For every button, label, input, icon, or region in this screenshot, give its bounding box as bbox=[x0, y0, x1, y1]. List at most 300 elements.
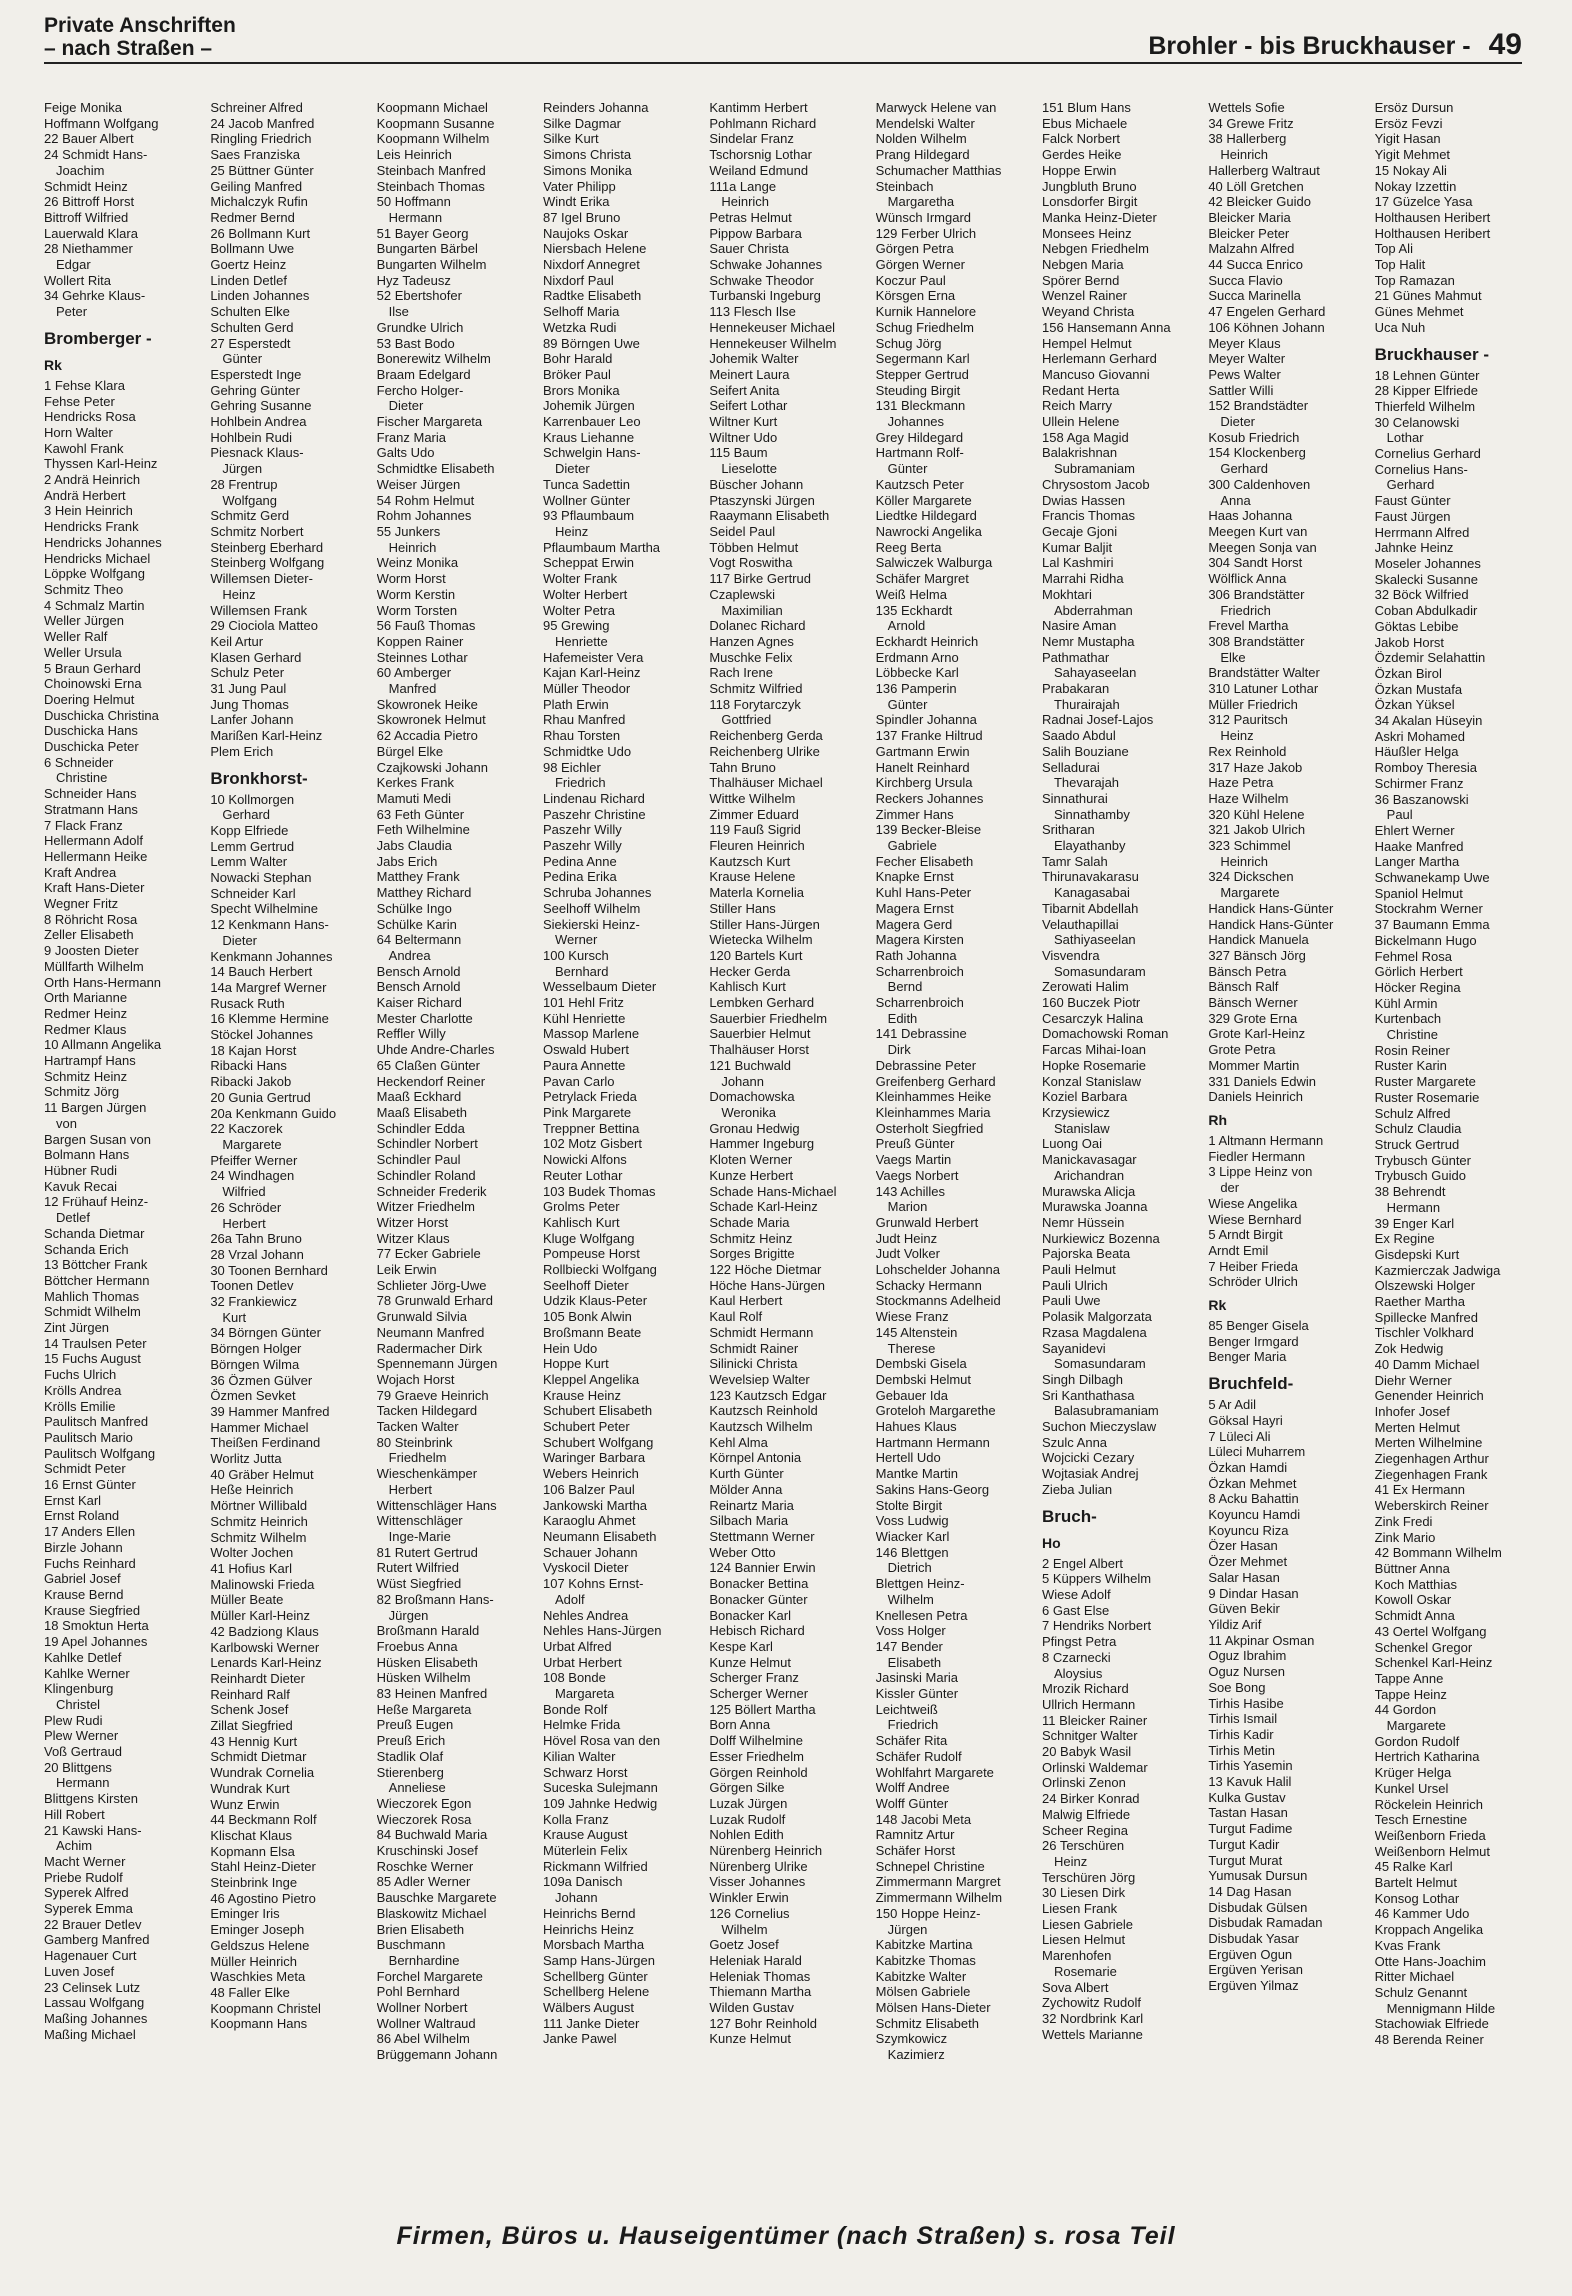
directory-entry: Hagenauer Curt bbox=[44, 1948, 137, 1964]
directory-entry: Magera Ernst bbox=[875, 900, 954, 916]
directory-entry: Yigit Mehmet bbox=[1374, 147, 1451, 163]
directory-entry-continuation: Joachim bbox=[56, 162, 105, 178]
directory-entry: Hebisch Richard bbox=[709, 1623, 805, 1639]
directory-entry: Orth Marianne bbox=[44, 990, 128, 1006]
directory-entry: Schindler Norbert bbox=[376, 1136, 478, 1152]
directory-entry: Stöckel Johannes bbox=[210, 1027, 313, 1043]
directory-entry: Weißenborn Frieda bbox=[1374, 1827, 1486, 1843]
directory-entry: Pfeiffer Werner bbox=[210, 1152, 298, 1168]
directory-entry: 55 Junkers bbox=[376, 523, 441, 539]
directory-entry: Schulz Claudia bbox=[1374, 1121, 1462, 1137]
directory-entry: Turbanski Ingeburg bbox=[709, 288, 821, 304]
directory-entry: Krölls Andrea bbox=[44, 1382, 122, 1398]
directory-entry: Wolter Petra bbox=[542, 602, 615, 618]
directory-entry: Linden Detlef bbox=[210, 272, 287, 288]
directory-entry: Andrä Herbert bbox=[44, 487, 126, 503]
directory-entry: Birzle Johann bbox=[44, 1539, 123, 1555]
directory-entry: Thyssen Karl-Heinz bbox=[44, 456, 158, 472]
directory-entry-continuation: Friedrich bbox=[554, 775, 606, 791]
directory-entry: Broßmann Harald bbox=[376, 1623, 480, 1639]
directory-entry: Wiese Adolf bbox=[1041, 1586, 1111, 1602]
directory-entry: Prang Hildegard bbox=[875, 147, 970, 163]
directory-entry: Domachowska bbox=[709, 1089, 795, 1105]
directory-entry: Schade Hans-Michael bbox=[709, 1183, 837, 1199]
directory-entry: Vaegs Martin bbox=[875, 1152, 952, 1168]
directory-entry: Göktas Lebibe bbox=[1374, 618, 1459, 634]
directory-entry-continuation: Edith bbox=[887, 1010, 918, 1026]
directory-entry: Groteloh Margarethe bbox=[875, 1403, 996, 1419]
directory-entry: Linden Johannes bbox=[210, 288, 310, 304]
directory-entry: 111a Lange bbox=[709, 178, 777, 194]
directory-entry: Windt Erika bbox=[542, 194, 610, 210]
directory-entry: Schäfer Rita bbox=[875, 1733, 948, 1749]
directory-entry: 17 Anders Ellen bbox=[44, 1524, 136, 1540]
directory-entry: Koopmann Susanne bbox=[376, 115, 495, 131]
directory-entry: Goertz Heinz bbox=[210, 257, 287, 273]
directory-entry: Koziel Barbara bbox=[1041, 1089, 1128, 1105]
directory-entry-continuation: Abderrahman bbox=[1053, 602, 1133, 618]
directory-entry: Rosin Reiner bbox=[1374, 1042, 1450, 1058]
directory-entry-continuation: Günter bbox=[222, 351, 263, 367]
directory-entry: 46 Kammer Udo bbox=[1374, 1906, 1470, 1922]
directory-entry: Schäfer Margret bbox=[875, 571, 969, 587]
directory-entry: Neumann Manfred bbox=[376, 1324, 485, 1340]
directory-entry-continuation: Somasundaram bbox=[1053, 963, 1146, 979]
directory-entry: Kirchberg Ursula bbox=[875, 775, 973, 791]
directory-entry: Zink Mario bbox=[1374, 1529, 1436, 1545]
directory-entry: Schruba Johannes bbox=[542, 885, 652, 901]
directory-entry: Wittke Wilhelm bbox=[709, 790, 796, 806]
directory-entry: Schmidtke Udo bbox=[542, 743, 632, 759]
directory-entry: Turgut Murat bbox=[1208, 1852, 1283, 1868]
directory-entry: Kowoll Oskar bbox=[1374, 1592, 1452, 1608]
directory-entry: 125 Böllert Martha bbox=[709, 1701, 816, 1717]
directory-entry: Steinnes Lothar bbox=[376, 649, 468, 665]
directory-entry: Sauer Christa bbox=[709, 241, 789, 257]
directory-entry: Stolte Birgit bbox=[875, 1497, 943, 1513]
directory-entry: Blaskowitz Michael bbox=[376, 1905, 487, 1921]
directory-entry: Müller Beate bbox=[210, 1592, 284, 1608]
directory-entry: Wüst Siegfried bbox=[376, 1576, 462, 1592]
directory-entry: Fehse Peter bbox=[44, 393, 115, 409]
directory-entry: Silke Dagmar bbox=[542, 115, 622, 131]
directory-entry: Tunca Sadettin bbox=[542, 476, 630, 492]
directory-entry: Worm Horst bbox=[376, 571, 446, 587]
directory-entry: Özkan Birol bbox=[1374, 665, 1442, 681]
directory-entry: Lenards Karl-Heinz bbox=[210, 1655, 322, 1671]
directory-entry-continuation: Friedrich bbox=[1220, 602, 1271, 618]
directory-entry: 14 Dag Hasan bbox=[1208, 1883, 1292, 1899]
directory-entry: Eckhardt Heinrich bbox=[875, 633, 979, 649]
directory-entry: 308 Brandstätter bbox=[1208, 633, 1305, 649]
directory-entry: 5 Arndt Birgit bbox=[1208, 1227, 1283, 1243]
directory-entry: Krause Bernd bbox=[44, 1586, 124, 1602]
directory-entry: Worm Kerstin bbox=[376, 586, 456, 602]
directory-entry: Kehl Alma bbox=[709, 1434, 768, 1450]
directory-entry: Handick Manuela bbox=[1208, 932, 1309, 948]
directory-entry-continuation: Dietrich bbox=[887, 1560, 932, 1576]
directory-entry: Moseler Johannes bbox=[1374, 555, 1481, 571]
directory-entry: Brandstätter Walter bbox=[1208, 665, 1320, 681]
directory-entry: Mancuso Giovanni bbox=[1041, 366, 1150, 382]
directory-entry: Luzak Rudolf bbox=[709, 1811, 786, 1827]
directory-entry: Preuß Eugen bbox=[376, 1717, 454, 1733]
directory-entry: Macht Werner bbox=[44, 1853, 126, 1869]
directory-entry: 151 Blum Hans bbox=[1041, 100, 1131, 115]
directory-entry: 60 Amberger bbox=[376, 665, 452, 681]
directory-entry: Esperstedt Inge bbox=[210, 366, 302, 382]
directory-entry: Sauerbier Friedhelm bbox=[709, 1010, 828, 1026]
directory-entry: Wenzel Rainer bbox=[1041, 288, 1128, 304]
directory-entry: Massop Marlene bbox=[542, 1026, 640, 1042]
directory-entry: Lindenau Richard bbox=[542, 790, 645, 806]
directory-entry: Romboy Theresia bbox=[1374, 760, 1478, 776]
directory-entry: Zeller Elisabeth bbox=[44, 927, 134, 943]
directory-entry: Disbudak Yasar bbox=[1208, 1931, 1299, 1947]
directory-entry: Urbat Alfred bbox=[542, 1638, 612, 1654]
directory-entry: Czajkowski Johann bbox=[376, 759, 488, 775]
directory-entry: Marrahi Ridha bbox=[1041, 571, 1124, 587]
directory-entry: 143 Achilles bbox=[875, 1183, 946, 1199]
directory-entry: Schülke Ingo bbox=[376, 900, 452, 916]
directory-entry: 5 Braun Gerhard bbox=[44, 660, 141, 676]
directory-entry: Hanzen Agnes bbox=[709, 633, 794, 649]
directory-entry-continuation: von bbox=[56, 1115, 77, 1131]
directory-entry: 89 Börngen Uwe bbox=[542, 335, 640, 351]
directory-entry: Schröder Ulrich bbox=[1208, 1274, 1298, 1290]
directory-entry: Dwias Hassen bbox=[1041, 492, 1126, 508]
directory-entry: Wesselbaum Dieter bbox=[542, 979, 657, 995]
directory-entry: Fischer Margareta bbox=[376, 414, 483, 430]
directory-entry: Herrmann Alfred bbox=[1374, 524, 1470, 540]
directory-entry: 32 Nordbrink Karl bbox=[1041, 2010, 1144, 2026]
directory-entry: Büscher Johann bbox=[709, 476, 804, 492]
directory-column bbox=[210, 100, 369, 2200]
directory-entry: Heleniak Thomas bbox=[709, 1968, 811, 1984]
directory-entry: Schwelgin Hans- bbox=[542, 445, 641, 461]
directory-entry: Monsees Heinz bbox=[1041, 225, 1132, 241]
directory-entry: 139 Becker-Bleise bbox=[875, 822, 982, 838]
directory-entry: Schäfer Horst bbox=[875, 1843, 956, 1859]
directory-entry: Heckendorf Reiner bbox=[376, 1073, 486, 1089]
directory-entry: Brüggemann Johann bbox=[376, 2047, 498, 2063]
directory-entry: Spaniol Helmut bbox=[1374, 885, 1463, 901]
directory-entry: Holthausen Heribert bbox=[1374, 209, 1491, 225]
directory-entry: Silinicki Christa bbox=[709, 1356, 798, 1372]
directory-entry: 324 Dickschen bbox=[1208, 869, 1294, 885]
directory-entry: Gronau Hedwig bbox=[709, 1120, 800, 1136]
directory-entry: 42 Badziong Klaus bbox=[210, 1623, 319, 1639]
directory-entry: Mörtner Willibald bbox=[210, 1498, 308, 1514]
directory-entry: Kumar Baljit bbox=[1041, 539, 1113, 555]
directory-entry: 34 Akalan Hüseyin bbox=[1374, 713, 1483, 729]
directory-entry: Priebe Rudolf bbox=[44, 1869, 123, 1885]
directory-entry: Askri Mohamed bbox=[1374, 728, 1465, 744]
directory-entry: Karlbowski Werner bbox=[210, 1639, 320, 1655]
directory-entry: 118 Forytarczyk bbox=[709, 696, 801, 712]
directory-entry: 47 Engelen Gerhard bbox=[1208, 304, 1326, 320]
directory-entry: Höcker Regina bbox=[1374, 979, 1461, 995]
directory-entry: Wunz Erwin bbox=[210, 1796, 280, 1812]
directory-entry: Tibarnit Abdellah bbox=[1041, 900, 1139, 916]
directory-entry: Weyand Christa bbox=[1041, 304, 1135, 320]
directory-entry: Judt Heinz bbox=[875, 1230, 938, 1246]
directory-entry: 25 Büttner Günter bbox=[210, 162, 314, 178]
directory-entry: Thiemann Martha bbox=[709, 1984, 812, 2000]
directory-entry: Pauli Helmut bbox=[1041, 1262, 1116, 1278]
directory-entry-continuation: Margaretha bbox=[887, 194, 955, 210]
directory-entry: Hartmann Hermann bbox=[875, 1434, 990, 1450]
directory-entry: 317 Haze Jakob bbox=[1208, 759, 1303, 775]
directory-entry: Schug Jörg bbox=[875, 335, 942, 351]
directory-entry: Koyuncu Hamdi bbox=[1208, 1507, 1301, 1523]
directory-entry: Hendricks Johannes bbox=[44, 534, 162, 550]
directory-entry: Saes Franziska bbox=[210, 147, 300, 163]
directory-entry: Wiltner Kurt bbox=[709, 414, 778, 430]
directory-entry: Bungarten Bärbel bbox=[376, 241, 478, 257]
directory-entry: Janke Pawel bbox=[542, 2031, 617, 2047]
directory-entry: Weber Otto bbox=[709, 1544, 776, 1560]
directory-entry: Luong Oai bbox=[1041, 1136, 1102, 1152]
directory-entry: Preuß Erich bbox=[376, 1733, 446, 1749]
directory-entry: Schnepel Christine bbox=[875, 1858, 985, 1874]
directory-entry: Schubert Wolfgang bbox=[542, 1434, 654, 1450]
directory-entry: Redmer Klaus bbox=[44, 1021, 127, 1037]
directory-entry-continuation: Anneliese bbox=[388, 1780, 446, 1796]
directory-entry: Jankowski Martha bbox=[542, 1497, 648, 1513]
directory-entry: 78 Grunwald Erhard bbox=[376, 1293, 493, 1309]
directory-entry: Reinders Johanna bbox=[542, 100, 649, 115]
directory-entry: Treppner Bettina bbox=[542, 1120, 640, 1136]
directory-entry: Kraft Hans-Dieter bbox=[44, 880, 145, 896]
directory-entry: Nokay Izzettin bbox=[1374, 178, 1457, 194]
directory-entry: Marenhofen bbox=[1041, 1948, 1112, 1964]
directory-entry: 40 Gräber Helmut bbox=[210, 1466, 314, 1482]
directory-entry: 26 Schröder bbox=[210, 1199, 282, 1215]
directory-entry: 12 Kenkmann Hans- bbox=[210, 917, 329, 933]
directory-entry: 3 Lippe Heinz von bbox=[1208, 1164, 1313, 1180]
directory-entry: 137 Franke Hiltrud bbox=[875, 728, 983, 744]
directory-entry: Suchon Mieczyslaw bbox=[1041, 1419, 1157, 1435]
directory-entry: 9 Joosten Dieter bbox=[44, 943, 139, 959]
directory-entry: Top Ali bbox=[1374, 241, 1413, 257]
directory-entry: 44 Succa Enrico bbox=[1208, 257, 1303, 273]
directory-entry: Schmitz Gerd bbox=[210, 508, 290, 524]
directory-entry: Zimmer Hans bbox=[875, 806, 954, 822]
directory-entry: Vater Philipp bbox=[542, 178, 616, 194]
directory-entry: 312 Pauritsch bbox=[1208, 712, 1288, 728]
directory-entry: 1 Fehse Klara bbox=[44, 377, 125, 393]
directory-entry: Mantke Martin bbox=[875, 1466, 959, 1482]
directory-entry: Udzik Klaus-Peter bbox=[542, 1293, 648, 1309]
directory-entry: Özkan Mustafa bbox=[1374, 681, 1463, 697]
directory-entry: 320 Kühl Helene bbox=[1208, 806, 1305, 822]
directory-entry: Grundke Ulrich bbox=[376, 319, 464, 335]
directory-entry: 117 Birke Gertrud bbox=[709, 571, 811, 587]
directory-entry: Sorges Brigitte bbox=[709, 1246, 795, 1262]
directory-entry: Tacken Walter bbox=[376, 1419, 459, 1435]
directory-entry: 22 Kaczorek bbox=[210, 1121, 283, 1137]
directory-entry: Meegen Sonja van bbox=[1208, 539, 1317, 555]
directory-entry: Koyuncu Riza bbox=[1208, 1522, 1289, 1538]
directory-entry: Hill Robert bbox=[44, 1806, 105, 1822]
directory-entry: Uca Nuh bbox=[1374, 319, 1426, 335]
directory-entry: Marißen Karl-Heinz bbox=[210, 728, 323, 744]
directory-entry-continuation: Bernhardine bbox=[388, 1952, 460, 1968]
directory-entry: 53 Bast Bodo bbox=[376, 335, 455, 351]
directory-entry: Uhde Andre-Charles bbox=[376, 1042, 495, 1058]
directory-entry: Otte Hans-Joachim bbox=[1374, 1953, 1486, 1969]
directory-entry: Schmidt Rainer bbox=[709, 1340, 799, 1356]
directory-entry: Pompeuse Horst bbox=[542, 1246, 640, 1262]
directory-entry: Murawska Joanna bbox=[1041, 1199, 1148, 1215]
directory-entry: Spindler Johanna bbox=[875, 712, 977, 728]
directory-entry: Grote Petra bbox=[1208, 1042, 1276, 1058]
directory-entry: Bartelt Helmut bbox=[1374, 1875, 1458, 1891]
directory-entry: Kaul Rolf bbox=[709, 1309, 763, 1325]
directory-entry: Schubert Peter bbox=[542, 1419, 630, 1435]
directory-entry: Fleuren Heinrich bbox=[709, 838, 805, 854]
directory-entry: Schmitz Wilhelm bbox=[210, 1529, 307, 1545]
directory-entry: Holthausen Heribert bbox=[1374, 225, 1491, 241]
directory-entry: 152 Brandstädter bbox=[1208, 398, 1309, 414]
directory-entry: Bargen Susan von bbox=[44, 1131, 151, 1147]
directory-entry: Plath Erwin bbox=[542, 696, 609, 712]
directory-entry-continuation: Detlef bbox=[56, 1210, 90, 1226]
directory-entry: 304 Sandt Horst bbox=[1208, 555, 1303, 571]
directory-entry: Schmidt Peter bbox=[44, 1461, 126, 1477]
directory-entry: Müterlein Felix bbox=[542, 1843, 628, 1859]
directory-entry: Seifert Lothar bbox=[709, 398, 788, 414]
directory-entry: Worlitz Jutta bbox=[210, 1451, 282, 1467]
directory-entry: Worm Torsten bbox=[376, 602, 458, 618]
directory-entry: Domachowski Roman bbox=[1041, 1026, 1169, 1042]
directory-entry: 7 Lüleci Ali bbox=[1208, 1428, 1271, 1444]
directory-entry: Tirhis Kadir bbox=[1208, 1726, 1274, 1742]
directory-entry: Ullrich Hermann bbox=[1041, 1696, 1136, 1712]
directory-entry-continuation: Christine bbox=[1386, 1027, 1438, 1043]
directory-entry: Liesen Frank bbox=[1041, 1901, 1118, 1917]
directory-entry: Mölder Anna bbox=[709, 1481, 783, 1497]
directory-entry-continuation: Johann bbox=[721, 1073, 764, 1089]
directory-entry: Wollner Waltraud bbox=[376, 2015, 476, 2031]
directory-entry: Michalczyk Rufin bbox=[210, 194, 308, 210]
directory-entry: Kurth Günter bbox=[709, 1466, 784, 1482]
directory-entry: Stockmanns Adelheid bbox=[875, 1293, 1001, 1309]
directory-entry: Többen Helmut bbox=[709, 539, 799, 555]
directory-entry: Reckers Johannes bbox=[875, 790, 984, 806]
directory-entry: 30 Liesen Dirk bbox=[1041, 1885, 1126, 1901]
directory-entry: Plew Werner bbox=[44, 1728, 119, 1744]
directory-entry: Hellermann Adolf bbox=[44, 833, 143, 849]
directory-entry: 20 Babyk Wasil bbox=[1041, 1744, 1132, 1760]
directory-entry: Kantimm Herbert bbox=[709, 100, 808, 115]
directory-entry: Lembken Gerhard bbox=[709, 995, 815, 1011]
directory-entry: Müller Heinrich bbox=[210, 1953, 298, 1969]
directory-entry: 84 Buchwald Maria bbox=[376, 1827, 488, 1843]
directory-entry: 109a Danisch bbox=[542, 1874, 623, 1890]
directory-entry: Meegen Kurt van bbox=[1208, 523, 1308, 539]
directory-entry-continuation: Wolfgang bbox=[222, 492, 278, 508]
directory-entry: Witzer Horst bbox=[376, 1214, 449, 1230]
directory-entry: Koopmann Christel bbox=[210, 2000, 321, 2016]
directory-entry: 2 Andrä Heinrich bbox=[44, 472, 141, 488]
directory-entry: Hecker Gerda bbox=[709, 963, 791, 979]
directory-entry: Raaymann Elisabeth bbox=[709, 508, 830, 524]
directory-entry: Krzysiewicz bbox=[1041, 1105, 1110, 1120]
directory-entry: 22 Bauer Albert bbox=[44, 131, 134, 147]
directory-entry: Piesnack Klaus- bbox=[210, 445, 304, 461]
directory-entry: Schnitger Walter bbox=[1041, 1728, 1138, 1744]
directory-entry: Wollert Rita bbox=[44, 272, 111, 288]
directory-entry: Koopmann Wilhelm bbox=[376, 131, 490, 147]
directory-entry: Buschmann bbox=[376, 1937, 446, 1953]
directory-entry: Skowronek Helmut bbox=[376, 712, 486, 728]
directory-entry: Koch Matthias bbox=[1374, 1576, 1458, 1592]
directory-entry: Hein Udo bbox=[542, 1340, 598, 1356]
directory-entry: Scherger Franz bbox=[709, 1670, 799, 1686]
directory-entry: Schenk Josef bbox=[210, 1702, 289, 1718]
directory-entry: Schmidt Anna bbox=[1374, 1608, 1455, 1624]
directory-entry-continuation: Elisabeth bbox=[887, 1654, 942, 1670]
directory-entry: Ernst Karl bbox=[44, 1492, 102, 1508]
directory-entry: Kenkmann Johannes bbox=[210, 948, 333, 964]
directory-entry: Reichenberg Gerda bbox=[709, 728, 823, 744]
directory-entry: 87 Igel Bruno bbox=[542, 209, 621, 225]
directory-entry: Mrozik Richard bbox=[1041, 1681, 1129, 1697]
directory-entry: Czaplewski bbox=[709, 586, 776, 602]
directory-entry-continuation: Mennigmann Hilde bbox=[1386, 2000, 1496, 2016]
directory-entry: Thierfeld Wilhelm bbox=[1374, 398, 1476, 414]
directory-entry: Theißen Ferdinand bbox=[210, 1435, 321, 1451]
directory-entry: 154 Klockenberg bbox=[1208, 445, 1306, 461]
directory-entry: 38 Behrendt bbox=[1374, 1184, 1446, 1200]
directory-entry-continuation: Edgar bbox=[56, 257, 91, 273]
directory-entry: Keil Artur bbox=[210, 633, 264, 649]
directory-entry-continuation: Friedhelm bbox=[388, 1450, 447, 1466]
directory-entry: Turgut Fadime bbox=[1208, 1821, 1293, 1837]
directory-entry: 11 Bargen Jürgen bbox=[44, 1100, 147, 1116]
directory-entry: Sauerbier Helmut bbox=[709, 1026, 811, 1042]
directory-entry: 16 Klemme Hermine bbox=[210, 1011, 329, 1027]
directory-entry: 6 Schneider bbox=[44, 754, 114, 770]
directory-entry: Reinhard Ralf bbox=[210, 1686, 290, 1702]
directory-entry: Jabs Claudia bbox=[376, 838, 452, 854]
directory-entry: 95 Grewing bbox=[542, 618, 610, 634]
directory-entry: Spörer Bernd bbox=[1041, 272, 1120, 288]
directory-entry: 5 Ar Adil bbox=[1208, 1397, 1257, 1413]
directory-entry: 46 Agostino Pietro bbox=[210, 1890, 316, 1906]
directory-entry: Kühl Armin bbox=[1374, 995, 1438, 1011]
directory-entry-continuation: Ilse bbox=[388, 304, 409, 320]
directory-entry: Köller Margarete bbox=[875, 492, 972, 508]
directory-entry: Paszehr Willy bbox=[542, 822, 622, 838]
directory-entry: Wolter Herbert bbox=[542, 586, 628, 602]
street-range: Brohler - bis Bruckhauser - bbox=[1148, 32, 1471, 60]
directory-entry: 136 Pamperin bbox=[875, 681, 957, 697]
directory-entry: Müller Karl-Heinz bbox=[210, 1608, 311, 1624]
directory-entry: Günes Mehmet bbox=[1374, 304, 1464, 320]
directory-entry: Schmidt Wilhelm bbox=[44, 1304, 141, 1320]
directory-entry: Kopmann Elsa bbox=[210, 1843, 295, 1859]
directory-entry-continuation: Lothar bbox=[1386, 430, 1424, 446]
directory-entry: Konsog Lothar bbox=[1374, 1890, 1460, 1906]
directory-entry: Koopmann Hans bbox=[210, 2016, 308, 2032]
directory-entry: Manka Heinz-Dieter bbox=[1041, 209, 1157, 225]
directory-entry: Kraft Andrea bbox=[44, 864, 117, 880]
directory-entry: Klischat Klaus bbox=[210, 1827, 292, 1843]
directory-entry: Bollmann Uwe bbox=[210, 241, 295, 257]
